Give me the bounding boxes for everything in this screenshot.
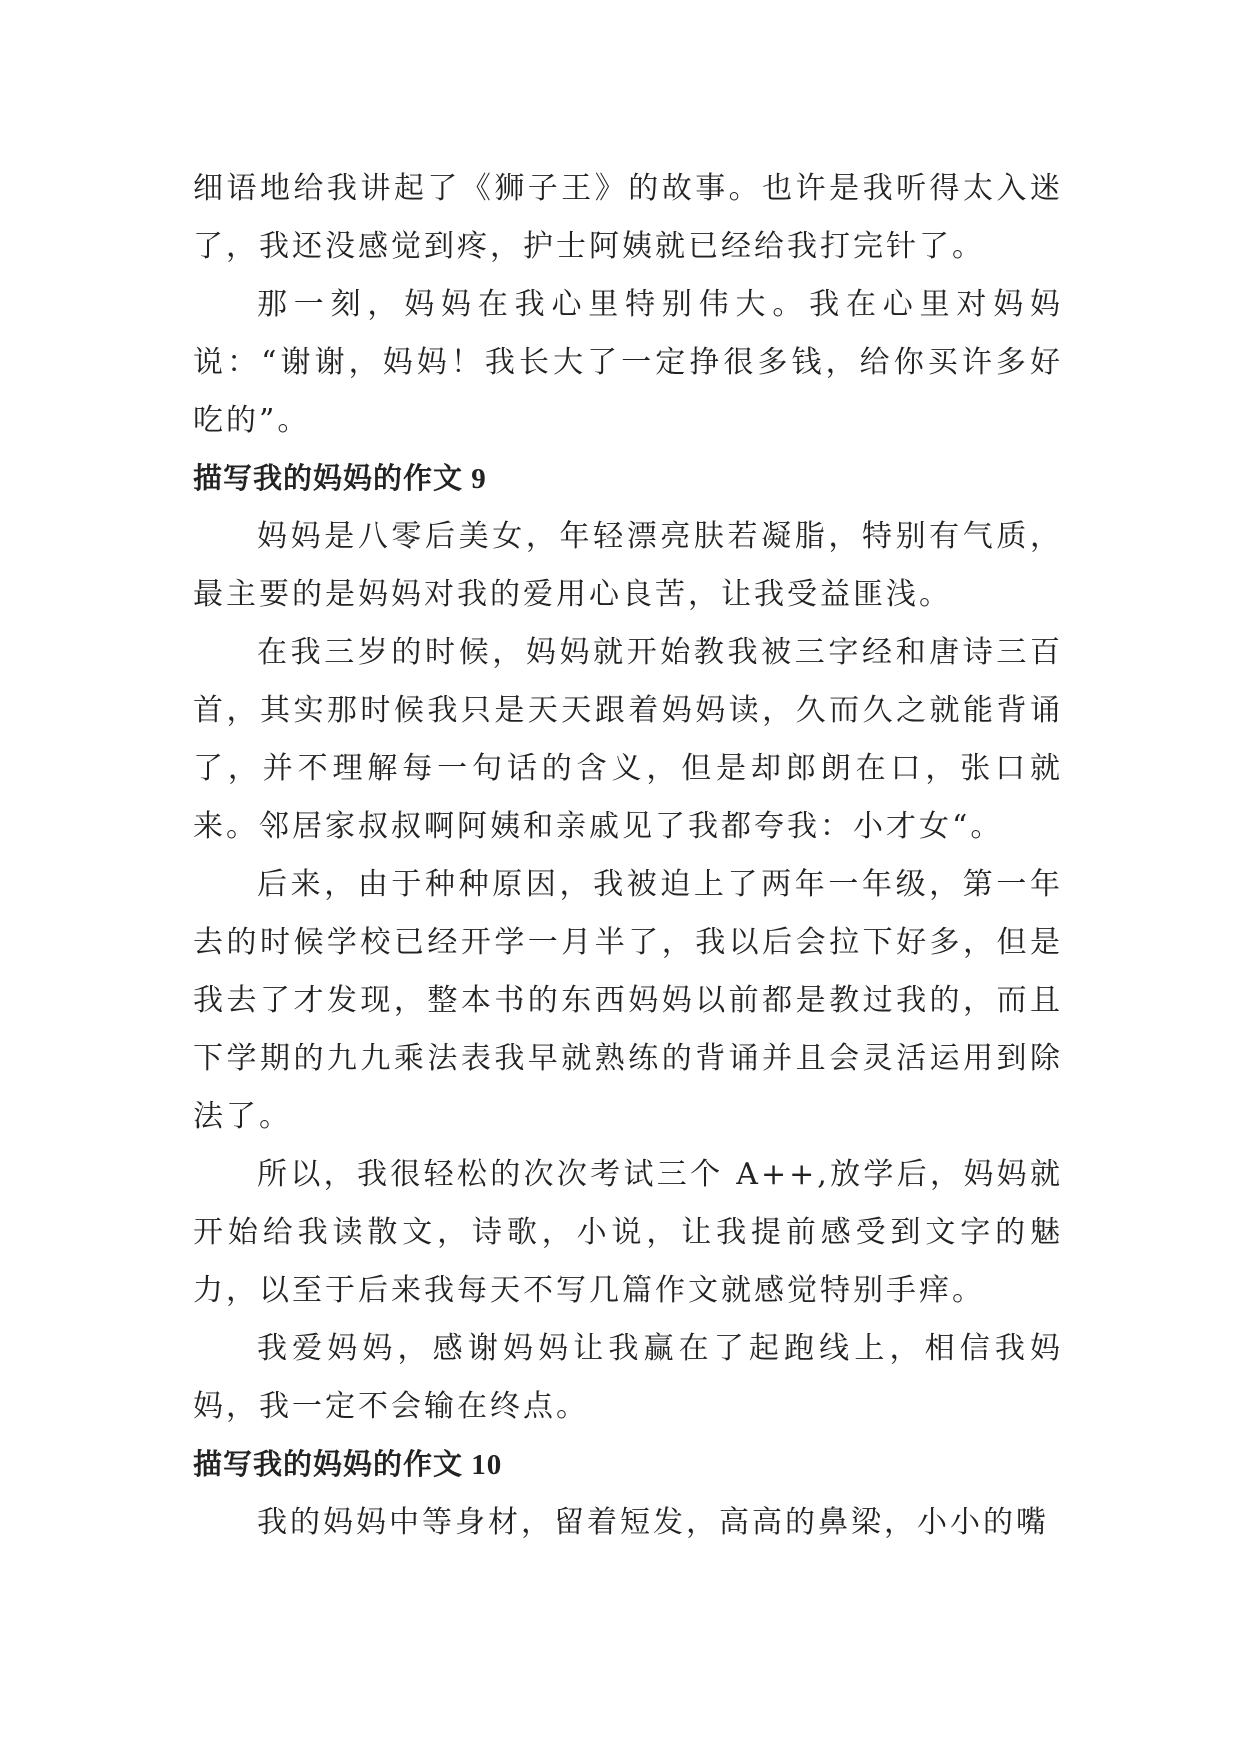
paragraph: 妈妈是八零后美女，年轻漂亮肤若凝脂，特别有气质，最主要的是妈妈对我的爱用心良苦，让我受益匪浅。	[193, 519, 1063, 612]
document-body	[193, 160, 1063, 1552]
paragraph: 我的妈妈中等身材，留着短发，高高的鼻梁，小小的嘴	[257, 1505, 1049, 1540]
paragraph: 那一刻，妈妈在我心里特别伟大。我在心里对妈妈说：“谢谢，妈妈！我长大了一定挣很多钱，给你买许多好吃的”。	[193, 287, 1063, 438]
paragraph: 细语地给我讲起了《狮子王》的故事。也许是我听得太入迷了，我还没感觉到疼，护士阿姨就已经给我打完针了。	[193, 171, 1063, 264]
section-heading: 描写我的妈妈的作文 10	[193, 1449, 503, 1481]
paragraph: 所以，我很轻松的次次考试三个 A++,放学后，妈妈就开始给我读散文，诗歌，小说，让我提前感受到文字的魅力，以至于后来我每天不写几篇作文就感觉特别手痒。	[193, 1157, 1063, 1308]
paragraph: 在我三岁的时候，妈妈就开始教我被三字经和唐诗三百首，其实那时候我只是天天跟着妈妈读，久而久之就能背诵了，并不理解每一句话的含义，但是却郎朗在口，张口就来。邻居家叔叔啊阿姨和亲戚见了我都夸我：小才女“。	[193, 635, 1063, 844]
section-heading: 描写我的妈妈的作文 9	[193, 463, 487, 495]
paragraph: 我爱妈妈，感谢妈妈让我赢在了起跑线上，相信我妈妈，我一定不会输在终点。	[193, 1331, 1063, 1424]
paragraph: 后来，由于种种原因，我被迫上了两年一年级，第一年去的时候学校已经开学一月半了，我以后会拉下好多，但是我去了才发现，整本书的东西妈妈以前都是教过我的，而且下学期的九九乘法表我早就熟练的背诵并且会灵活运用到除法了。	[193, 867, 1063, 1134]
